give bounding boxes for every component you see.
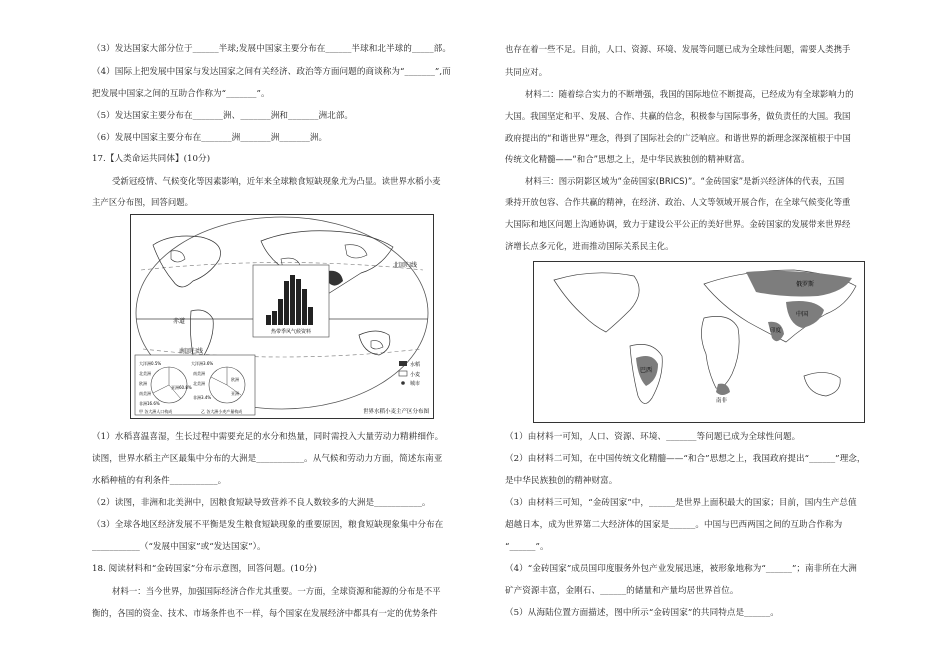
q18-2-cont: 是中华民族独创的精神财富。 (505, 476, 618, 486)
world-map-svg (131, 215, 433, 418)
q17-1-cont: 读图，世界水稻主产区最集中分布的大洲是___________。从气候和劳动力方面，简述东南亚 (92, 454, 443, 464)
pie1-label: 北美洲 (139, 371, 151, 376)
brics-map-svg (534, 262, 864, 422)
material2-l3: 政府提出的“和谐世界”理念，得到了国际社会的广泛响应。和谐世界的新理念深深植根于中国 (505, 133, 851, 143)
q17-3-cont: ___________（“发展中国家”或“发达国家”）。 (92, 542, 266, 552)
label-india: 印度 (770, 328, 782, 334)
label-south-africa: 南非 (716, 398, 728, 404)
material3-l4: 济增长点多元化，进而推动国际关系民主化。 (505, 241, 674, 251)
q16-6: （6）发展中国家主要分布在_______洲_______洲_______洲。 (92, 133, 328, 143)
legend-wheat-label: 小麦 (410, 372, 421, 378)
q17-3: （3）全球各地区经济发展不平衡是发生粮食短缺现象的重要原因，粮食短缺现象集中分布在 (92, 520, 444, 530)
world-rice-wheat-map (130, 214, 434, 419)
label-brazil: 巴西 (640, 367, 653, 374)
material3: 材料三：图示阴影区域为“金砖国家(BRICS)”。“金砖国家”是新兴经济体的代表，五国 (525, 176, 845, 186)
material3-l3: 大国际和地区问题上沟通协调，致力于建设公平公正的美好世界。金砖国家的发展带来世界经 (505, 219, 851, 229)
australia-shape (804, 372, 840, 396)
pie2-label: 非洲3.4% (193, 395, 212, 400)
climate-bar (272, 311, 277, 325)
q17-title: 17.【人类命运共同体】(10分) (92, 154, 211, 164)
climate-bar (308, 307, 313, 325)
material1-cont: 也存在着一些不足。目前，人口、资源、环境、发展等问题已成为全球性问题，需要人类携手 (505, 44, 851, 54)
climate-bar (296, 279, 301, 325)
q18-5: （5）从海陆位置方面描述，图中所示“金砖国家”的共同特点是______。 (505, 608, 779, 618)
south-africa-shape (716, 384, 730, 395)
pie1-label: 欧洲 (139, 381, 147, 386)
pie2-label: 亚洲 (231, 391, 239, 396)
q17-1: （1）水稻喜温喜湿，生长过程中需要充足的水分和热量，同时需投入大量劳动力精耕细作。 (92, 432, 444, 442)
australia-shape (359, 331, 390, 355)
legend-city-label: 城市 (410, 381, 421, 387)
q18-title: 18. 阅读材料和“金砖国家”分布示意图，回答问题。(10分) (92, 564, 317, 574)
wheat-region-east (345, 245, 367, 258)
q18-3-cont: 超越日本，成为世界第二大经济体的国家是______。中国与巴西两国之间的互助合作称为 (505, 520, 843, 530)
q18-material1: 材料一：当今世界，加强国际经济合作尤其重要。一方面，全球资源和能源的分布是不平 (112, 586, 441, 596)
q16-3: （3）发达国家大部分位于______半球;发展中国家主要分布在______半球和北半球的_____部。 (92, 44, 451, 54)
pie1-label: 非洲16.6% (139, 401, 160, 406)
climate-bar (278, 299, 283, 325)
climate-bar (302, 289, 307, 325)
q18-3-cont2: “______”。 (505, 542, 549, 552)
pie2-label: 欧洲 (231, 377, 239, 382)
q17-2: （2）读图，非洲和北美洲中，因粮食短缺导致营养不良人数较多的大洲是___________。 (92, 498, 431, 508)
pie2-label: 北美洲 (193, 381, 205, 386)
q16-5: （5）发达国家主要分布在_______洲、_______洲和_______洲北部。 (92, 111, 354, 121)
map1-caption: 世界水稻小麦主产区分布图 (362, 409, 429, 415)
q18-3: （3）由材料三可知，“金砖国家”中，______是世界上面积最大的国家；目前，国内生产总值 (505, 498, 857, 508)
wheat-region-australia (371, 341, 383, 349)
legend-wheat-swatch (399, 371, 407, 376)
pie1-caption: 甲 各大洲人口构成 (139, 409, 173, 414)
q16-4: （4）国际上把发展中国家与发达国家之间有关经济、政治等方面问题的商谈称为“_______”,而 (92, 67, 451, 77)
north-america-shape (153, 236, 221, 287)
material3-l2: 秉持开放包容、合作共赢的精神，在经济、政治、人文等领域开展合作，在全球气候变化等重 (505, 197, 851, 207)
q18-4: （4）“金砖国家”成员国印度服务外包产业发展迅速，被形象地称为“______”；南非所在大洲 (505, 564, 857, 574)
q16-4-cont: 把发展中国家之间的互助合作称为“_______”。 (92, 89, 270, 99)
legend-rice-label: 水稻 (410, 362, 421, 368)
north-america-shape (554, 273, 639, 332)
label-russia: 俄罗斯 (796, 281, 815, 288)
pie2-label: 大洋洲3.6% (191, 361, 214, 366)
material1-end: 共同应对。 (505, 67, 548, 77)
q18-2: （2）由材料二可知，在中国传统文化精髓——“和合”思想之上，我国政府提出“______”理念， (505, 454, 866, 464)
climate-bar (290, 275, 295, 325)
material2-l4: 传统文化精髓——“和合”思想之上，是中华民族独创的精神财富。 (505, 154, 750, 164)
pie1-label: 亚洲60.8% (171, 385, 192, 390)
climate-bar (266, 315, 271, 325)
q18-4-cont: 矿产资源丰富，金刚石、______的储量和产量均居世界首位。 (505, 586, 739, 596)
wheat-region-north-america (171, 251, 185, 262)
q17-intro: 受新冠疫情、气候变化等因素影响，近年来全球粮食短缺现象尤为凸显。读世界水稻小麦 (112, 176, 441, 186)
material2: 材料二：随着综合实力的不断增强，我国的国际地位不断提高，已经成为有全球影响力的 (525, 89, 854, 99)
pie1-label: 南美洲 (139, 391, 151, 396)
tropic-cancer-label: 北回归线 (393, 262, 418, 269)
climate-bar (284, 281, 289, 325)
pie2-label: 南美洲 (193, 371, 205, 376)
q17-1-cont2: 水稻种植的有利条件___________。 (92, 476, 227, 486)
q18-material1-cont: 衡的，各国的资金、技术、市场条件也不一样，每个国家在发展经济中都具有一定的优势条件 (92, 608, 438, 618)
material2-l2: 大国。我国坚定和平、发展、合作、共赢的信念，积极参与国际事务，做负责任的大国。我国 (505, 111, 851, 121)
legend-city-dot (401, 381, 405, 385)
africa-shape (701, 316, 739, 388)
equator-label: 赤道 (173, 318, 186, 325)
pie1-label: 大洋洲0.5% (139, 361, 162, 366)
q18-1: （1）由材料一可知，人口、资源、环境、_______等问题已成为全球性问题。 (505, 432, 801, 442)
brics-map (533, 261, 865, 423)
pie2-caption: 乙 各大洲小麦产量构成 (201, 409, 243, 414)
climate-chart-caption: 热带季风气候资料 (270, 329, 312, 335)
legend-rice-swatch (399, 361, 407, 366)
tropic-capricorn-label: 南回归线 (179, 348, 204, 355)
q17-intro-cont: 主产区分布图，回答问题。 (92, 197, 194, 207)
rice-region-east-asia (327, 271, 343, 286)
label-china: 中国 (796, 311, 809, 318)
